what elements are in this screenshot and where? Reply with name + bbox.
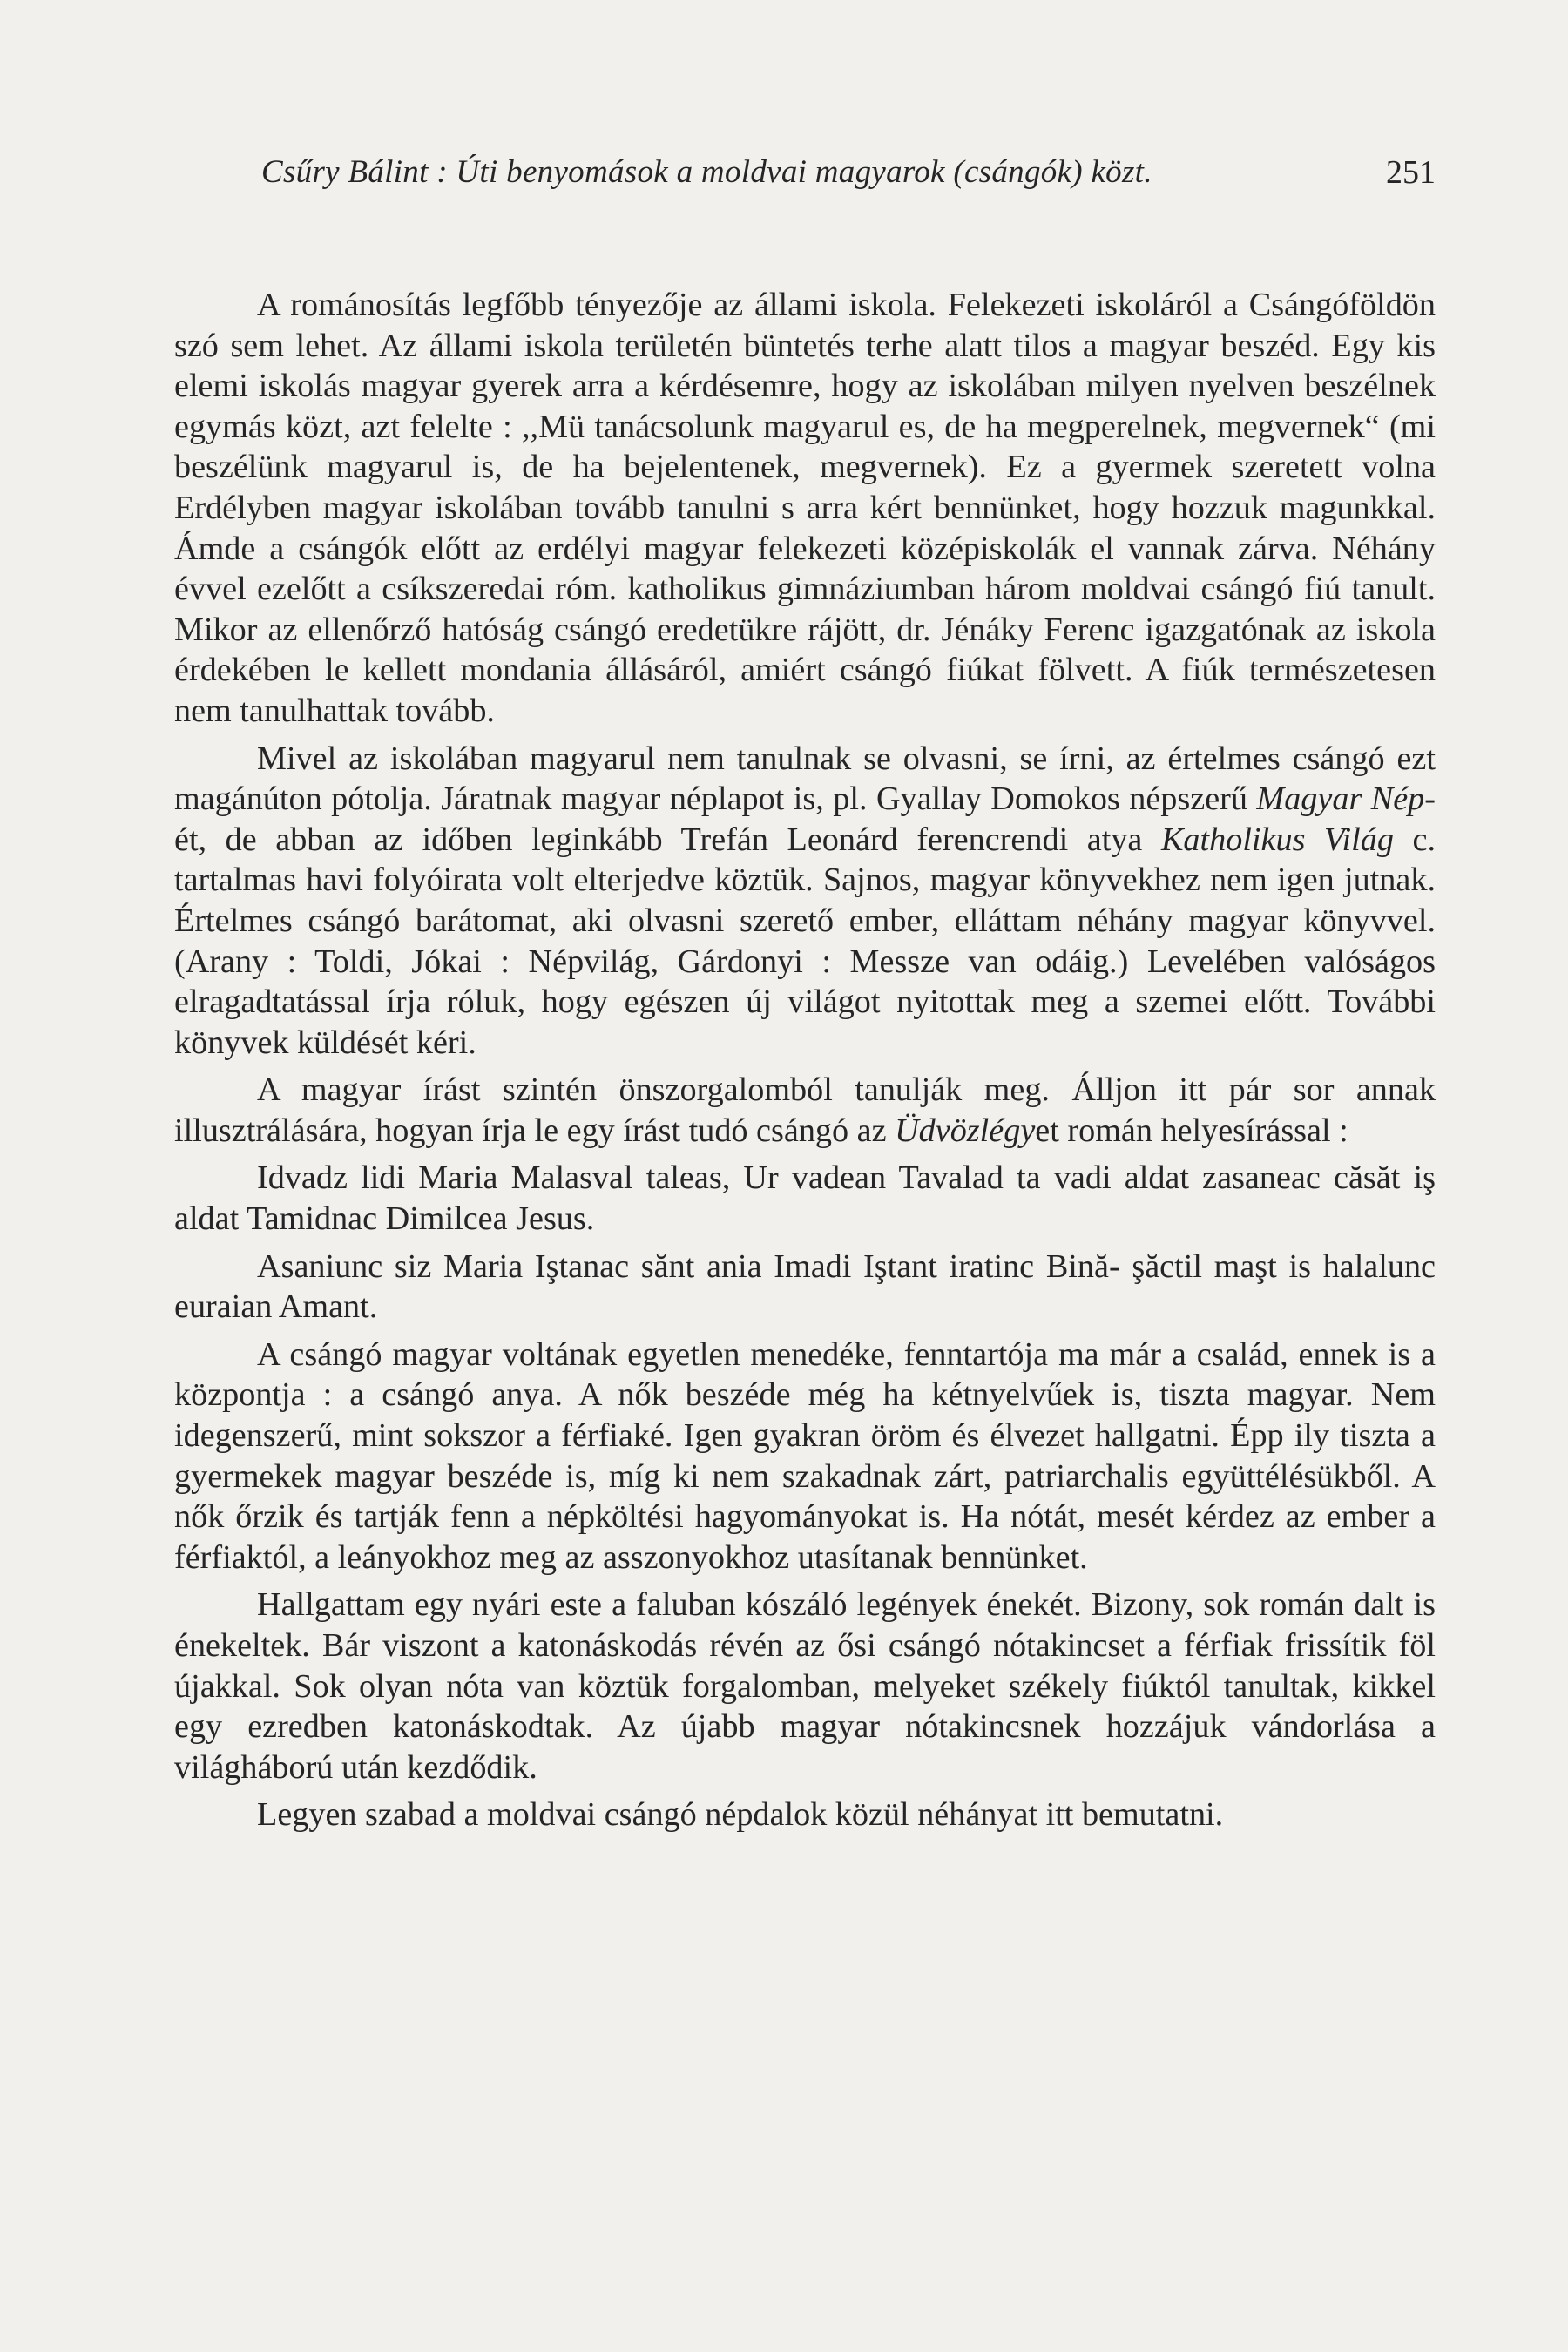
text-segment: Asaniunc siz Maria Iştanac sănt ania Imadi Iştant iratinc Bină- şăctil maşt is halalunc euraian Amant. [174, 1247, 1436, 1326]
text-segment: Legyen szabad a moldvai csángó népdalok közül néhányat itt bemutatni. [257, 1796, 1224, 1834]
text-segment: Idvadz lidi Maria Malasval taleas, Ur vadean Tavalad ta vadi aldat zasaneac căsăt iş aldat Tamidnac Dimilcea Jesus. [174, 1159, 1436, 1238]
paragraph-7 [174, 1585, 1436, 1788]
journal-title-katholikus-vilag: Katholikus Világ [1160, 821, 1394, 858]
paragraph-5-prayer-quote [174, 1247, 1436, 1328]
paragraph-2 [174, 739, 1436, 1064]
paragraph-6 [174, 1335, 1436, 1578]
page-number: 251 [1386, 154, 1436, 191]
running-title: Csűry Bálint : Úti benyomások a moldvai magyarok (csángók) közt. [261, 154, 1152, 190]
paragraph-4-prayer-quote [174, 1158, 1436, 1239]
text-segment: A magyar írást szintén önszorgalomból tanulják meg. Álljon itt pár sor annak illusztrálására, hogyan írja le egy írást tudó csángó az [174, 1071, 1436, 1149]
text-segment: -ét, de abban az időben leginkább Trefán Leonárd ferencrendi atya [174, 781, 1436, 858]
body-text [174, 285, 1436, 1835]
running-header [174, 153, 1436, 206]
text-segment: Mivel az iskolában magyarul nem tanulnak se olvasni, se írni, az értelmes csángó ezt magánúton pótolja. Járatnak magyar néplapot is, pl. Gyallay Domokos népszerű [174, 740, 1436, 818]
text-segment: Hallgattam egy nyári este a faluban kószáló legények énekét. Bizony, sok román dalt is énekeltek. Bár viszont a katonáskodás révén az ősi csángó nótakincset a férfiak frissítik föl újakkal. Sok olyan nóta van köztük forgalomban, melyeket székely fiúktól tanultak, kikkel egy ezredben katonáskodtak. Az újabb magyar nótakincsnek hozzájuk vándorlása a világháború után kezdődik. [174, 1586, 1436, 1786]
paragraph-1 [174, 285, 1436, 732]
journal-title-magyar-nep: Magyar Nép [1256, 781, 1425, 818]
prayer-title-udvozlegy: Üdvözlégy [895, 1112, 1036, 1149]
text-segment: A románosítás legfőbb tényezője az állami iskola. Felekezeti iskoláról a Csángóföldön szó sem lehet. Az állami iskola területén büntetés terhe alatt tilos a magyar beszéd. Egy kis elemi iskolás magyar gyerek arra a kérdésemre, hogy az iskolában milyen nyelven beszélnek egymás közt, azt felelte : ,,Mü tanácsolunk magyarul es, de ha megperelnek, megvernek“ (mi beszélünk magyarul is, de ha bejelentenek, megvernek). Ez a gyermek szeretett volna Erdélyben magyar iskolában tovább tanulni s arra kért bennünket, hogy hozzuk magunkkal. Ámde a csángók előtt az erdélyi magyar felekezeti középiskolák el vannak zárva. Néhány évvel ezelőtt a csíkszeredai róm. katholikus gimnáziumban három moldvai csángó fiú tanult. Mikor az ellenőrző hatóság csángó eredetükre rájött, dr. Jénáky Ferenc igazgatónak az iskola érdekében le kellett mondania állásáról, amiért csángó fiúkat fölvett. A fiúk természetesen nem tanulhattak tovább. [174, 287, 1436, 729]
text-segment: et román helyesírással : [1035, 1112, 1348, 1149]
text-segment: c. tartalmas havi folyóirata volt elterjedve köztük. Sajnos, magyar könyvekhez nem igen jutnak. Értelmes csángó barátomat, aki olvasni szerető ember, elláttam néhány magyar könyvvel. (Arany : Toldi, Jókai : Népvilág, Gárdonyi : Messze van odáig.) Levelében valóságos elragadtatással írja róluk, hogy egészen új világot nyitottak meg a szemei előtt. További könyvek küldését kéri. [174, 821, 1436, 1061]
paragraph-8 [174, 1794, 1436, 1835]
paragraph-3 [174, 1070, 1436, 1151]
text-segment: A csángó magyar voltának egyetlen menedéke, fenntartója ma már a család, ennek is a központja : a csángó anya. A nők beszéde még ha kétnyelvűek is, tiszta magyar. Nem idegenszerű, mint sokszor a férfiaké. Igen gyakran öröm és élvezet hallgatni. Épp ily tiszta a gyermekek magyar beszéde is, míg ki nem szakadnak zárt, patriarchalis együttélésükből. A nők őrzik és tartják fenn a népköltési hagyományokat is. Ha nótát, mesét kérdez az ember a férfiaktól, a leányokhoz meg az asszonyokhoz utasítanak bennünket. [174, 1335, 1436, 1576]
